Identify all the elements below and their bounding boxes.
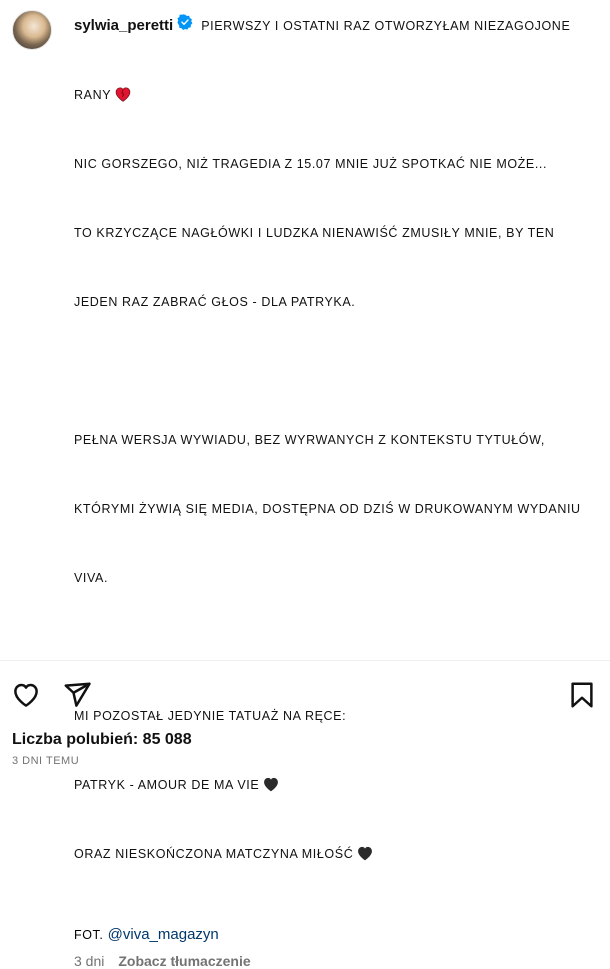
- black-heart-emoji-icon: [262, 776, 280, 792]
- photo-credit: [74, 924, 594, 946]
- action-bar: [0, 676, 610, 716]
- caption-line-4: TO KRZYCZĄCE NAGŁÓWKI I LUDZKA NIENAWIŚĆ ZMUSIŁY MNIE, BY TEN: [74, 226, 555, 240]
- caption-line-2: RANY: [74, 84, 594, 107]
- divider: [0, 660, 610, 661]
- bookmark-icon[interactable]: [567, 680, 597, 710]
- credit-prefix: FOT.: [74, 928, 104, 942]
- caption-text: [74, 38, 594, 912]
- mention-link[interactable]: @viva_magazyn: [107, 926, 219, 943]
- time-ago[interactable]: 3 dni: [74, 953, 105, 969]
- caption-spacer: [74, 360, 594, 383]
- caption-line-5: JEDEN RAZ ZABRAĆ GŁOS - DLA PATRYKA.: [74, 295, 356, 309]
- caption-line-9: MI POZOSTAŁ JEDYNIE TATUAŻ NA RĘCE:: [74, 709, 347, 723]
- paper-plane-icon[interactable]: [62, 680, 92, 710]
- caption-line-3: NIC GORSZEGO, NIŻ TRAGEDIA Z 15.07 MNIE JUŻ SPOTKAĆ NIE MOŻE...: [74, 157, 548, 171]
- caption-line-6: PEŁNA WERSJA WYWIADU, BEZ WYRWANYCH Z KONTEKSTU TYTUŁÓW,: [74, 433, 545, 447]
- caption-body: [74, 14, 594, 969]
- caption-line-11: ORAZ NIESKOŃCZONA MATCZYNA MIŁOŚĆ: [74, 843, 594, 866]
- avatar[interactable]: [12, 10, 52, 50]
- verified-badge-icon: [177, 14, 193, 30]
- caption-line-7: KTÓRYMI ŻYWIĄ SIĘ MEDIA, DOSTĘPNA OD DZIŚ W DRUKOWANYM WYDANIU: [74, 502, 581, 516]
- caption-spacer: [74, 636, 594, 659]
- caption-line-1: PIERWSZY I OSTATNI RAZ OTWORZYŁAM NIEZAGOJONE: [201, 19, 571, 33]
- post-timestamp: 3 DNI TEMU: [12, 755, 80, 767]
- heart-outline-icon[interactable]: [11, 680, 41, 710]
- red-heart-emoji-icon: [114, 86, 132, 102]
- caption-line-10: PATRYK - AMOUR DE MA VIE: [74, 774, 594, 797]
- likes-count[interactable]: Liczba polubień: 85 088: [12, 731, 192, 748]
- translate-button[interactable]: Zobacz tłumaczenie: [118, 953, 251, 969]
- caption-line-8: VIVA.: [74, 571, 109, 585]
- caption-meta: [74, 953, 594, 969]
- black-heart-emoji-icon: [356, 845, 374, 861]
- caption-header: [74, 14, 594, 38]
- username-link[interactable]: sylwia_peretti: [74, 17, 174, 34]
